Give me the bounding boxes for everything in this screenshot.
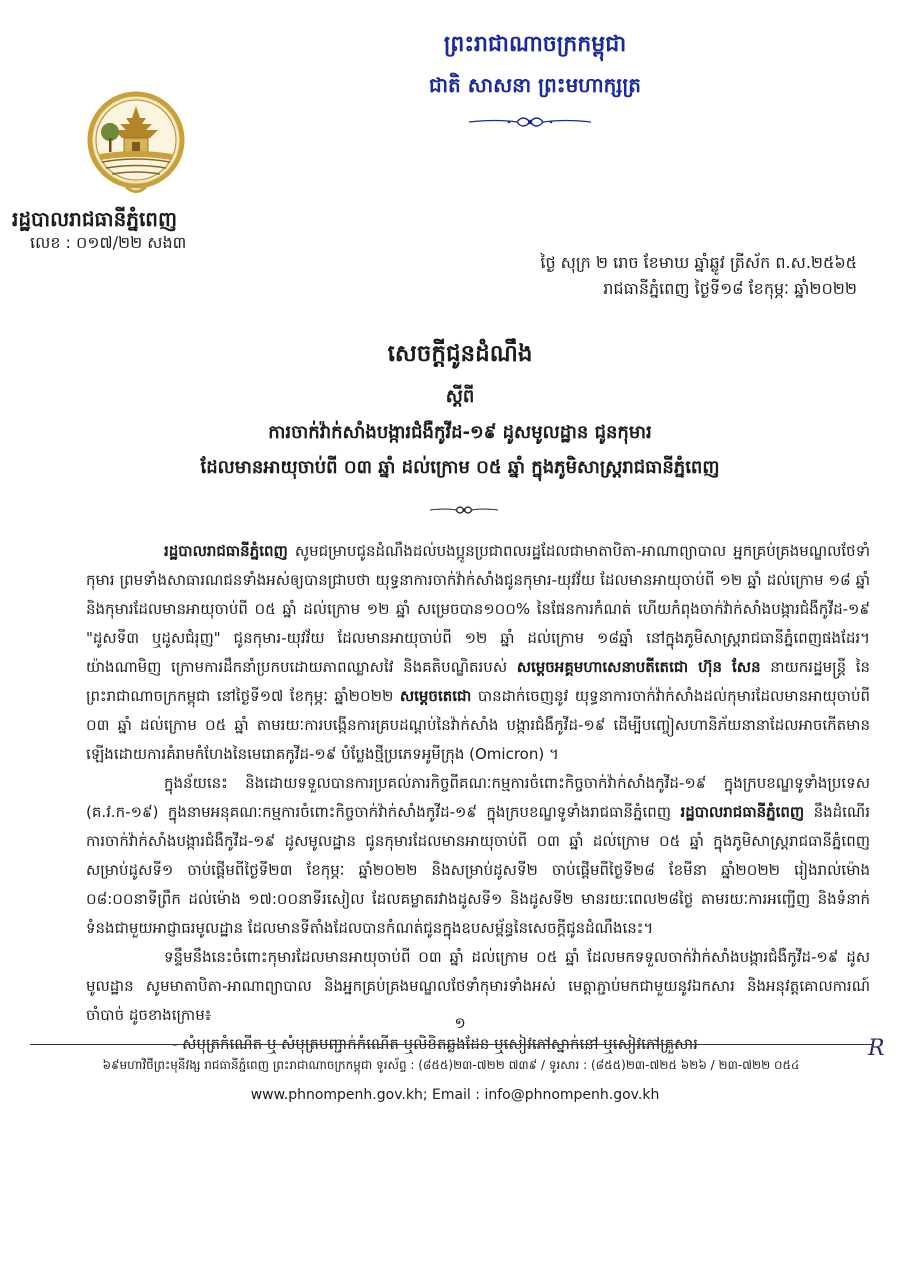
lunar-date: ថ្ងៃ សុក្រ ២ រោច ខែមាឃ ឆ្នាំឆ្លូវ ត្រីស័ក ព.ស.២៥៦៥ — [540, 253, 857, 272]
body-emphasis: សម្តេចអគ្គមហាសេនាបតីតេជោ ហ៊ុន សែន — [516, 658, 761, 676]
body-text-span: បានដាក់ចេញនូវ យុទ្ធនាការចាក់វ៉ាក់សាំងដល់កុមារដែលមានអាយុចាប់ពី ០៣ ឆ្នាំ ដល់ក្រោម ០៥ ឆ្នាំ តាមរយៈការបង្កើនការគ្របដណ្តប់នៃវ៉ាក់សាំង បង្ការជំងឺកូវីដ-១៩ ដើម្បីបញ្ចៀសហានិភ័យនានាដែលអាចកើតមានឡើងដោយការគំរាមកំហែងនៃមេរោគកូវីដ-១៩ បំប្លែងថ្មីប្រភេទអូមីក្រុង (Omicron) ។ — [86, 687, 870, 763]
body-paragraph: ទន្ទឹមនឹងនេះចំពោះកុមារដែលមានអាយុចាប់ពី ០៣ ឆ្នាំ ដល់ក្រោម ០៥ ឆ្នាំ ដែលមកទទួលចាក់វ៉ាក់សាំងបង្ការជំងឺកូវីដ-១៩ ដូសមូលដ្ឋាន សូមមាតាបិតា-អាណាព្យាបាល និងអ្នកគ្រប់គ្រងមណ្ឌលថែទាំកុមារទាំងអស់ មេត្តាភ្ជាប់មកជាមួយនូវឯកសារ និងអនុវត្តគោលការណ៍ចាំបាច់ ដូចខាងក្រោម៖ — [86, 948, 870, 1024]
body-emphasis: រដ្ឋបាលរាជធានីភ្នំពេញ — [680, 803, 805, 821]
body-text-span: សូមជម្រាបជូនដំណឹងដល់បងប្អូនប្រជាពលរដ្ឋដែលជាមាតាបិតា-អាណាព្យាបាល អ្នកគ្រប់គ្រងមណ្ឌលថែទាំកុមារ ព្រមទាំងសាធារណជនទាំងអស់ឲ្យបានជ្រាបថា យុទ្ធនាការចាក់វ៉ាក់សាំងជូនកុមារ-យុវវ័យ ដែលមានអាយុចាប់ពី ១២ ឆ្នាំ ដល់ក្រោម ១៨ ឆ្នាំ និងកុមារដែលមានអាយុចាប់ពី ០៥ ឆ្នាំ ដល់ក្រោម ១២ ឆ្នាំ សម្រេចបាន១០០% នៃផែនការកំណត់ ហើយកំពុងចាក់វ៉ាក់សាំងបង្ការជំងឺកូវីដ-១៩ "ដូសទី៣ ឬដូសជំរុញ" ជូនកុមារ-យុវវ័យ ដែលមានអាយុចាប់ពី ១២ ឆ្នាំ ដល់ក្រោម ១៨ឆ្នាំ នៅក្នុងភូមិសាស្ត្ររាជធានីភ្នំពេញផងដែរ។ យ៉ាងណាមិញ ក្រោមការដឹកនាំប្រកបដោយភាពឈ្លាសវៃ និងគតិបណ្ឌិតរបស់ — [86, 542, 870, 676]
document-title: សេចក្តីជូនដំណឹង — [387, 341, 533, 367]
ornament-divider-icon — [465, 112, 595, 132]
national-motto: ជាតិ សាសនា ព្រះមហាក្សត្រ — [429, 73, 641, 97]
phnom-penh-seal-icon — [86, 88, 186, 203]
notice-body — [86, 537, 871, 1053]
body-emphasis: សម្តេចតេជោ — [399, 687, 472, 705]
body-text-span: នឹងដំណើរការចាក់វ៉ាក់សាំងបង្ការជំងឺកូវីដ-១៩ ដូសមូលដ្ឋាន ជូនកុមារដែលមានអាយុចាប់ពី ០៣ ឆ្នាំ ដល់ក្រោម ០៥ ឆ្នាំ ក្នុងភូមិសាស្ត្ររាជធានីភ្នំពេញ សម្រាប់ដូសទី១ ចាប់ផ្តើមពីថ្ងៃទី២៣ ខែកុម្ភៈ ឆ្នាំ២០២២ និងសម្រាប់ដូសទី២ ចាប់ផ្តើមពីថ្ងៃទី២៨ ខែមីនា ឆ្នាំ២០២២ រៀងរាល់ម៉ោង ០៨:០០នាទីព្រឹក ដល់ម៉ោង ១៧:០០នាទីរសៀល ដែលគម្លាតរវាងដូសទី១ និងដូសទី២ មានរយៈពេល២៨ថ្ងៃ តាមរយៈការអញ្ជើញ និងទំនាក់ទំនងជាមួយអាជ្ញាធរមូលដ្ឋាន ដែលមានទីតាំងដែលបានកំណត់ជូនក្នុងឧបសម្ព័ន្ធនៃសេចក្តីជូនដំណឹងនេះ។ — [86, 803, 871, 937]
subject-line-2: ដែលមានអាយុចាប់ពី ០៣ ឆ្នាំ ដល់ក្រោម ០៥ ឆ្នាំ ក្នុងភូមិសាស្ត្ររាជធានីភ្នំពេញ — [200, 457, 720, 478]
handwritten-initial: R — [868, 1036, 885, 1061]
body-text-span: ក្នុងន័យនេះ និងដោយទទួលបានការប្រគល់ភារកិច្ចពីគណៈកម្មការចំពោះកិច្ចចាក់វ៉ាក់សាំងកូវីដ-១៩ ក្នុងក្របខណ្ឌទូទាំងប្រទេស (គ.វ.ក-១៩) ក្នុងនាមអនុគណៈកម្មការចំពោះកិច្ចចាក់វ៉ាក់សាំងកូវីដ-១៩ ក្នុងក្របខណ្ឌទូទាំងរាជធានីភ្នំពេញ — [86, 774, 870, 821]
body-text-span: នាយករដ្ឋមន្ត្រី នៃព្រះរាជាណាចក្រកម្ពុជា នៅថ្ងៃទី១៧ ខែកុម្ភៈ ឆ្នាំ២០២២ — [86, 658, 870, 705]
kingdom-heading: ព្រះរាជាណាចក្រកម្ពុជា — [443, 32, 627, 57]
required-document-item: - សំបុត្រកំណើត ឬ សំបុត្របញ្ជាក់កំណើត ឬលិខិតឆ្លងដែន ឬសៀវភៅស្នាក់នៅ ឬសៀវភៅគ្រួសារ — [172, 1035, 698, 1053]
body-emphasis: រដ្ឋបាលរាជធានីភ្នំពេញ — [164, 542, 288, 560]
solar-date: រាជធានីភ្នំពេញ ថ្ងៃទី១៨ ខែកុម្ភៈ ឆ្នាំ២០២២ — [603, 279, 857, 298]
body-paragraph — [86, 537, 870, 769]
footer-divider — [30, 1044, 872, 1045]
footer-web-email: www.phnompenh.gov.kh; Email : info@phnompenh.gov.kh — [250, 1087, 660, 1103]
subject-label: ស្តីពី — [445, 386, 475, 407]
document-number: លេខ : ០១៧/២២ សង៣ — [30, 233, 187, 252]
page-number: ១ — [454, 1014, 466, 1032]
body-paragraph — [86, 769, 870, 943]
subject-line-1: ការចាក់វ៉ាក់សាំងបង្ការជំងឺកូវីដ-១៩ ដូសមូលដ្ឋាន ជូនកុមារ — [268, 422, 652, 443]
issuing-authority-name: រដ្ឋបាលរាជធានីភ្នំពេញ — [12, 207, 178, 231]
ornament-divider-icon — [428, 503, 500, 517]
footer-address: ៦៩មហាវិថីព្រះមុនីវង្ស រាជធានីភ្នំពេញ ព្រះរាជាណាចក្រកម្ពុជា ទូរស័ព្ទ : (៨៥៥)២៣-៧២២ ៧៣៩ / ទូរសារ : (៨៥៥)២៣-៧២៥ ៦២៦ / ២៣-៧២២ ០៥៤ — [102, 1058, 800, 1072]
